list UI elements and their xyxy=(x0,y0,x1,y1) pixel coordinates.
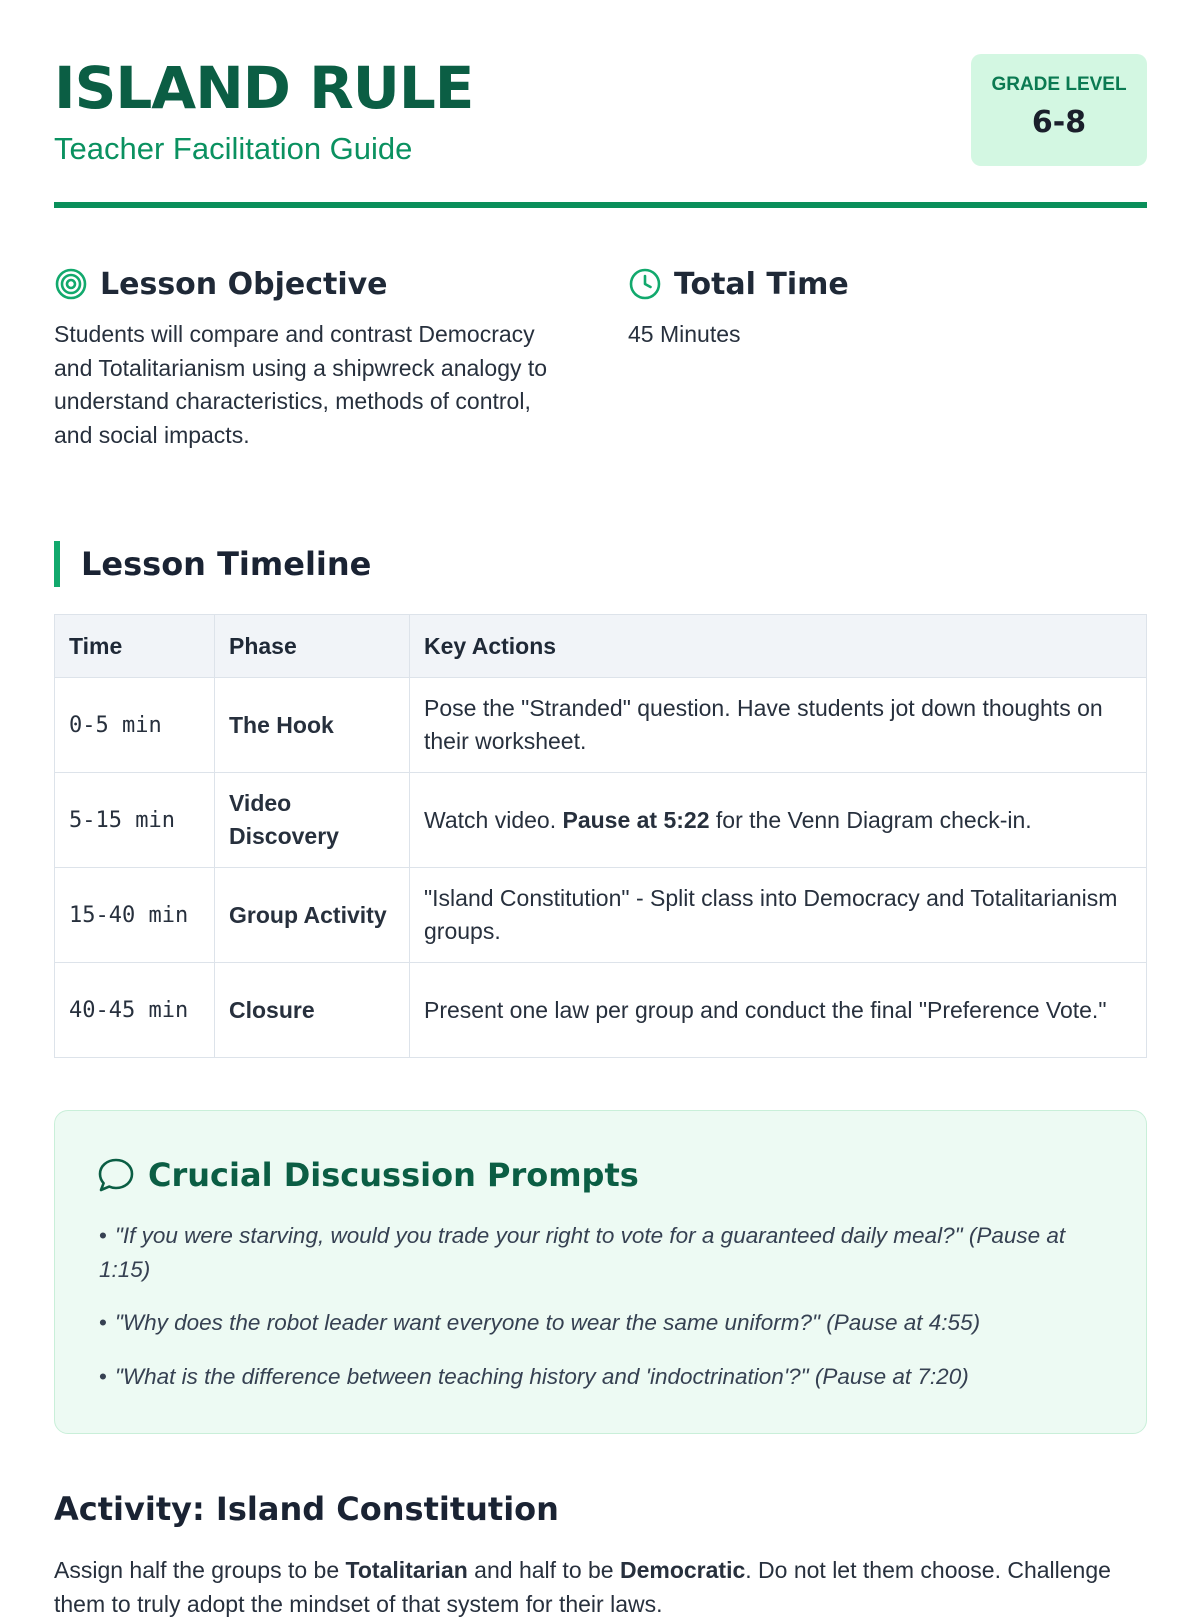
bullet-icon: • xyxy=(99,1310,107,1335)
table-row xyxy=(55,868,1147,963)
activity-text: and half to be xyxy=(467,1557,620,1583)
timeline-heading xyxy=(54,541,371,587)
target-icon xyxy=(54,267,88,301)
phase-cell: Closure xyxy=(215,963,410,1058)
grade-level-value: 6-8 xyxy=(1031,105,1087,140)
bullet-icon: • xyxy=(99,1223,107,1248)
actions-cell: Present one law per group and conduct the final "Preference Vote." xyxy=(410,963,1147,1058)
actions-text: Watch video. xyxy=(424,806,563,833)
column-header-phase: Phase xyxy=(215,615,410,678)
actions-cell: Pose the "Stranded" question. Have students jot down thoughts on their worksheet. xyxy=(410,678,1147,773)
table-row xyxy=(55,963,1147,1058)
phase-cell: Video Discovery xyxy=(215,773,410,868)
list-item xyxy=(99,1219,1086,1286)
phase-cell: Group Activity xyxy=(215,868,410,963)
phase-cell: The Hook xyxy=(215,678,410,773)
lesson-info xyxy=(54,262,1147,492)
actions-cell xyxy=(410,773,1147,868)
discussion-prompts-heading xyxy=(96,1155,639,1195)
total-time-heading: Total Time xyxy=(674,266,849,302)
list-item xyxy=(99,1306,1086,1340)
page-header xyxy=(54,0,1147,208)
activity-description xyxy=(54,1553,1147,1621)
lesson-timeline-table xyxy=(54,614,1147,1058)
actions-text: for the Venn Diagram check-in. xyxy=(709,806,1032,833)
discussion-prompts-title: Crucial Discussion Prompts xyxy=(148,1156,639,1194)
actions-cell: "Island Constitution" - Split class into Democracy and Totalitarianism groups. xyxy=(410,868,1147,963)
lesson-objective-text: Students will compare and contrast Democracy and Totalitarianism using a shipwreck analogy to understand characteristics, methods of control, and social impacts. xyxy=(54,321,548,448)
speech-bubble-icon xyxy=(96,1155,136,1195)
total-time-value: 45 Minutes xyxy=(628,321,741,347)
activity-emphasis: Democratic xyxy=(619,1557,746,1583)
activity-text: Assign half the groups to be xyxy=(54,1557,346,1583)
lesson-objective-heading: Lesson Objective xyxy=(100,266,388,302)
heading-accent-bar xyxy=(54,541,60,587)
prompt-list xyxy=(99,1219,1086,1413)
time-cell: 40-45 min xyxy=(55,963,215,1058)
time-cell: 15-40 min xyxy=(55,868,215,963)
activity-emphasis: Totalitarian xyxy=(345,1557,468,1583)
timeline-title: Lesson Timeline xyxy=(81,545,372,583)
time-cell: 0-5 min xyxy=(55,678,215,773)
table-row xyxy=(55,678,1147,773)
column-header-time: Time xyxy=(55,615,215,678)
guide-page xyxy=(54,0,1147,1617)
column-header-key-actions: Key Actions xyxy=(410,615,1147,678)
prompt-text: "If you were starving, would you trade your right to vote for a guaranteed daily meal?" (Pause at 1:15) xyxy=(99,1223,1066,1282)
table-header-row xyxy=(55,615,1147,678)
prompt-text: "Why does the robot leader want everyone to wear the same uniform?" (Pause at 4:55) xyxy=(114,1310,981,1335)
table-row xyxy=(55,773,1147,868)
actions-emphasis: Pause at 5:22 xyxy=(562,806,710,833)
bullet-icon: • xyxy=(99,1363,107,1389)
activity-heading: Activity: Island Constitution xyxy=(54,1490,559,1528)
prompt-text: "What is the difference between teaching history and 'indoctrination'?" (Pause at 7:20) xyxy=(114,1363,969,1389)
grade-level-label: GRADE LEVEL xyxy=(991,74,1127,95)
list-item xyxy=(99,1360,1086,1394)
page-subtitle: Teacher Facilitation Guide xyxy=(54,131,413,166)
page-title: ISLAND RULE xyxy=(54,54,474,122)
lesson-objective xyxy=(54,262,574,452)
total-time xyxy=(628,262,1128,352)
discussion-prompts-card xyxy=(54,1110,1147,1434)
time-cell: 5-15 min xyxy=(55,773,215,868)
clock-icon xyxy=(628,267,662,301)
grade-level-badge xyxy=(971,54,1147,166)
activity-text: . Do not let them choose. Challenge them to truly adopt the mindset of that system for their laws. xyxy=(54,1557,1111,1617)
